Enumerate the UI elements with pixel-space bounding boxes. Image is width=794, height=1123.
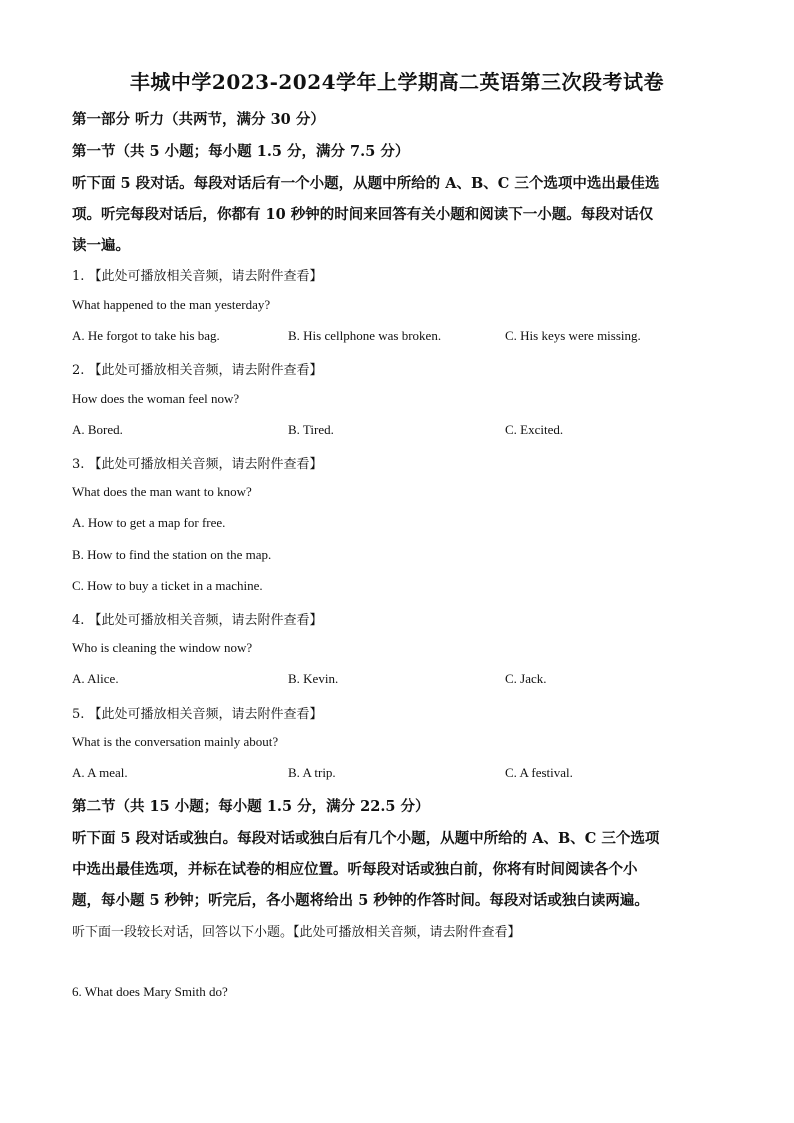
section2-audio-note: 听下面一段较长对话，回答以下小题。【此处可播放相关音频，请去附件查看】 bbox=[72, 925, 521, 940]
section2-instructions-line-2: 中选出最佳选项，并标在试卷的相应位置。听每段对话或独白前，你将有时间阅读各个小 bbox=[72, 861, 638, 878]
part1-heading: 第一部分 听力（共两节，满分 30 分） bbox=[72, 111, 325, 128]
question-6-stem: 6. What does Mary Smith do? bbox=[72, 984, 228, 999]
question-5-stem: What is the conversation mainly about? bbox=[72, 734, 279, 749]
section2-instructions-line-1: 听下面 5 段对话或独白。每段对话或独白后有几个小题，从题中所给的 A、B、C 三个选项 bbox=[72, 830, 660, 847]
section2-heading: 第二节（共 15 小题；每小题 1.5 分，满分 22.5 分） bbox=[72, 798, 430, 815]
question-2-option-b: B. Tired. bbox=[288, 422, 334, 437]
question-1-option-b: B. His cellphone was broken. bbox=[288, 328, 442, 343]
question-5-option-a: A. A meal. bbox=[72, 765, 128, 780]
question-5-option-c: C. A festival. bbox=[505, 765, 573, 780]
question-1-option-c: C. His keys were missing. bbox=[505, 328, 641, 343]
question-4-option-c: C. Jack. bbox=[505, 671, 547, 686]
question-4-option-a: A. Alice. bbox=[72, 671, 119, 686]
question-2-option-a: A. Bored. bbox=[72, 422, 123, 437]
question-1-option-a: A. He forgot to take his bag. bbox=[72, 328, 220, 343]
question-3-option-b: B. How to find the station on the map. bbox=[72, 547, 272, 562]
question-4-stem: Who is cleaning the window now? bbox=[72, 640, 253, 655]
section1-instructions-line-3: 读一遍。 bbox=[72, 237, 130, 254]
question-4-option-b: B. Kevin. bbox=[288, 671, 339, 686]
question-3-audio-note: 3. 【此处可播放相关音频，请去附件查看】 bbox=[72, 457, 323, 472]
section1-heading: 第一节（共 5 小题；每小题 1.5 分，满分 7.5 分） bbox=[72, 143, 410, 160]
question-5-option-b: B. A trip. bbox=[288, 765, 336, 780]
question-4-audio-note: 4. 【此处可播放相关音频，请去附件查看】 bbox=[72, 613, 323, 628]
question-2-option-c: C. Excited. bbox=[505, 422, 564, 437]
section2-instructions-line-3: 题，每小题 5 秒钟；听完后，各小题将给出 5 秒钟的作答时间。每段对话或独白读两遍。 bbox=[72, 892, 649, 909]
question-3-stem: What does the man want to know? bbox=[72, 484, 252, 499]
question-2-stem: How does the woman feel now? bbox=[72, 391, 240, 406]
question-3-option-a: A. How to get a map for free. bbox=[72, 515, 226, 530]
question-2-audio-note: 2. 【此处可播放相关音频，请去附件查看】 bbox=[72, 363, 323, 378]
question-1-audio-note: 1. 【此处可播放相关音频，请去附件查看】 bbox=[72, 269, 323, 284]
section1-instructions-line-1: 听下面 5 段对话。每段对话后有一个小题，从题中所给的 A、B、C 三个选项中选出最佳选 bbox=[72, 175, 660, 192]
section1-instructions-line-2: 项。听完每段对话后，你都有 10 秒钟的时间来回答有关小题和阅读下一小题。每段对话仅 bbox=[72, 206, 654, 223]
question-3-option-c: C. How to buy a ticket in a machine. bbox=[72, 578, 263, 593]
exam-title: 丰城中学2023-2024学年上学期高二英语第三次段考试卷 bbox=[129, 70, 665, 94]
question-5-audio-note: 5. 【此处可播放相关音频，请去附件查看】 bbox=[72, 707, 323, 722]
question-1-stem: What happened to the man yesterday? bbox=[72, 297, 271, 312]
